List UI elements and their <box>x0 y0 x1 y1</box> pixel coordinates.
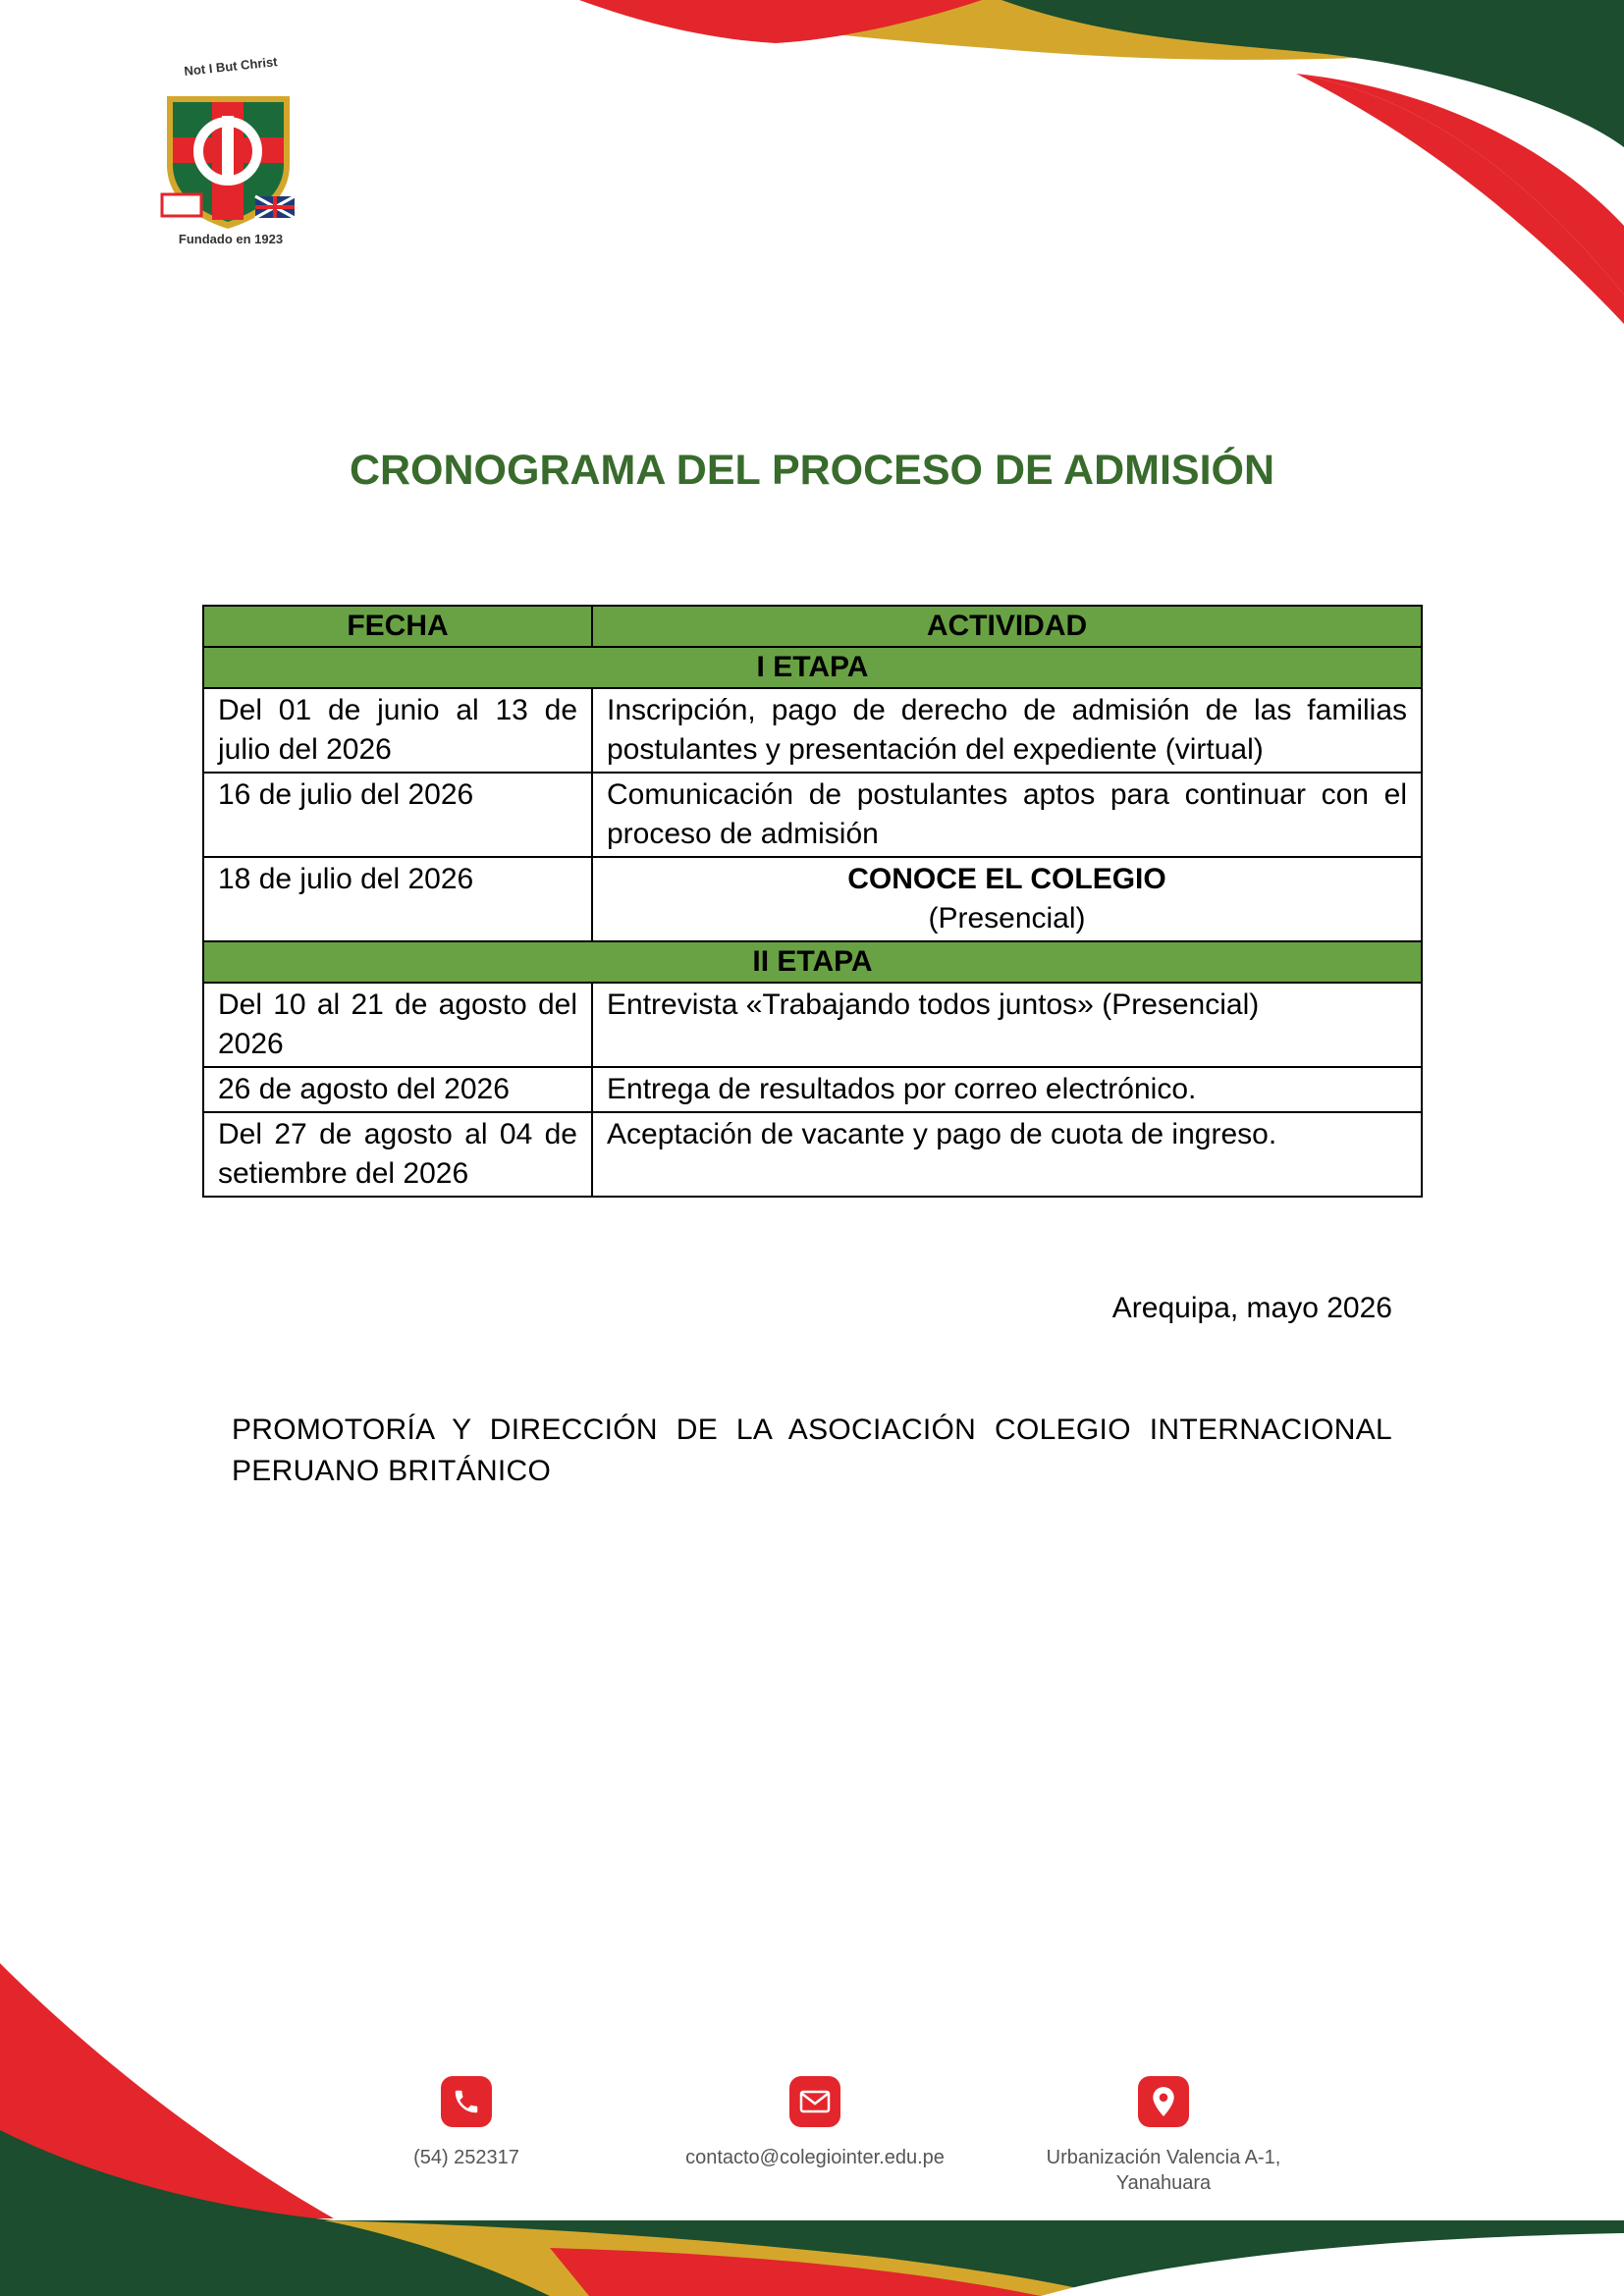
table-row <box>203 773 1422 857</box>
signature-text: PROMOTORÍA Y DIRECCIÓN DE LA ASOCIACIÓN COLEGIO INTERNACIONAL PERUANO BRITÁNICO <box>232 1414 1392 1487</box>
row-activity: Entrega de resultados por correo electrónico. <box>592 1067 1422 1112</box>
email-text: contacto@colegiointer.edu.pe <box>685 2147 945 2168</box>
shield-icon <box>157 77 304 234</box>
table-row <box>203 688 1422 773</box>
row-activity: Entrevista «Trabajando todos juntos» (Presencial) <box>592 983 1422 1067</box>
stage-label: I ETAPA <box>203 647 1422 688</box>
footer-address <box>1021 2076 1306 2196</box>
location-pin-icon <box>1138 2076 1189 2127</box>
row-date: 18 de julio del 2026 <box>203 857 592 941</box>
row-activity <box>592 857 1422 941</box>
footer-phone <box>407 2076 525 2170</box>
place-date: Arequipa, mayo 2026 <box>1111 1292 1392 1324</box>
row-activity: Inscripción, pago de derecho de admisión de las familias postulantes y presentación del expediente (virtual) <box>592 688 1422 773</box>
address-line2: Yanahuara <box>1115 2172 1212 2194</box>
schedule-table <box>202 605 1423 1198</box>
row-date: Del 10 al 21 de agosto del 2026 <box>203 983 592 1067</box>
address-line1: Urbanización Valencia A-1, <box>1046 2147 1281 2168</box>
row-date: 16 de julio del 2026 <box>203 773 592 857</box>
phone-text: (54) 252317 <box>413 2147 519 2168</box>
table-row <box>203 857 1422 941</box>
footer-email <box>668 2076 962 2170</box>
table-row <box>203 1112 1422 1197</box>
row-activity-mode: (Presencial) <box>928 902 1086 934</box>
logo-motto: Not I But Christ <box>183 54 279 79</box>
stage-label: II ETAPA <box>203 941 1422 983</box>
page-title: CRONOGRAMA DEL PROCESO DE ADMISIÓN <box>349 447 1275 494</box>
header-fecha: FECHA <box>203 606 592 647</box>
header-actividad: ACTIVIDAD <box>592 606 1422 647</box>
row-date: Del 01 de junio al 13 de julio del 2026 <box>203 688 592 773</box>
row-activity-title: CONOCE EL COLEGIO <box>847 863 1166 895</box>
row-activity: Aceptación de vacante y pago de cuota de ingreso. <box>592 1112 1422 1197</box>
table-row <box>203 983 1422 1067</box>
row-date: Del 27 de agosto al 04 de setiembre del 2026 <box>203 1112 592 1197</box>
phone-icon <box>441 2076 492 2127</box>
row-date: 26 de agosto del 2026 <box>203 1067 592 1112</box>
table-header-row <box>203 606 1422 647</box>
email-icon <box>789 2076 840 2127</box>
stage-row <box>203 647 1422 688</box>
logo-founded: Fundado en 1923 <box>178 232 284 246</box>
school-logo <box>157 54 304 255</box>
stage-row <box>203 941 1422 983</box>
table-row <box>203 1067 1422 1112</box>
row-activity: Comunicación de postulantes aptos para continuar con el proceso de admisión <box>592 773 1422 857</box>
